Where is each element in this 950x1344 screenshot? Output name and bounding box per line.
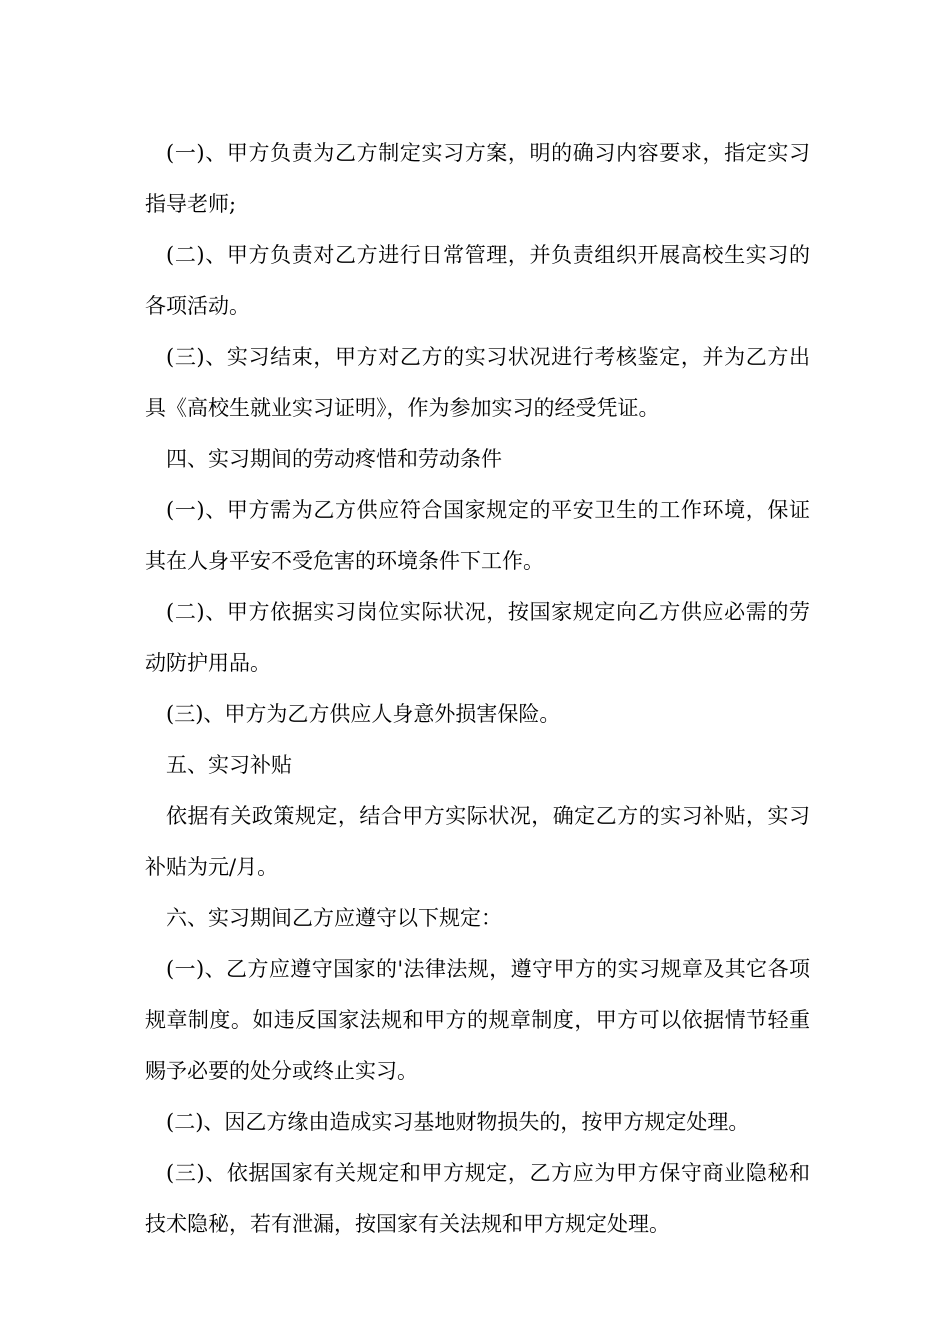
paragraph-6-3: (三)、依据国家有关规定和甲方规定，乙方应为甲方保守商业隐秘和技术隐秘，若有泄漏，按国家有关法规和甲方规定处理。: [145, 1161, 810, 1236]
paragraph-4-3: (三)、甲方为乙方供应人身意外损害保险。: [166, 702, 561, 726]
paragraph-3: (三)、实习结束，甲方对乙方的实习状况进行考核鉴定，并为乙方出具《高校生就业实习证明》，作为参加实习的经受凭证。: [145, 345, 810, 420]
paragraph-6-2: (二)、因乙方缘由造成实习基地财物损失的，按甲方规定处理。: [166, 1110, 750, 1134]
section-heading-6: 六、实习期间乙方应遵守以下规定：: [166, 906, 502, 930]
paragraph-4-1: (一)、甲方需为乙方供应符合国家规定的平安卫生的工作环境，保证其在人身平安不受危害的环境条件下工作。: [145, 498, 810, 573]
document-body: [145, 128, 810, 1250]
paragraph-1: (一)、甲方负责为乙方制定实习方案，明的确习内容要求，指定实习指导老师;: [145, 141, 810, 216]
section-heading-4: 四、实习期间的劳动疼惜和劳动条件: [166, 447, 502, 471]
section-heading-5: 五、实习补贴: [166, 753, 292, 777]
paragraph-5-1: 依据有关政策规定，结合甲方实际状况，确定乙方的实习补贴，实习补贴为元/月。: [145, 804, 810, 879]
paragraph-6-1: (一)、乙方应遵守国家的'法律法规，遵守甲方的实习规章及其它各项规章制度。如违反国家法规和甲方的规章制度，甲方可以依据情节轻重赐予必要的处分或终止实习。: [145, 957, 810, 1083]
paragraph-4-2: (二)、甲方依据实习岗位实际状况，按国家规定向乙方供应必需的劳动防护用品。: [145, 600, 810, 675]
paragraph-2: (二)、甲方负责对乙方进行日常管理，并负责组织开展高校生实习的各项活动。: [145, 243, 810, 318]
